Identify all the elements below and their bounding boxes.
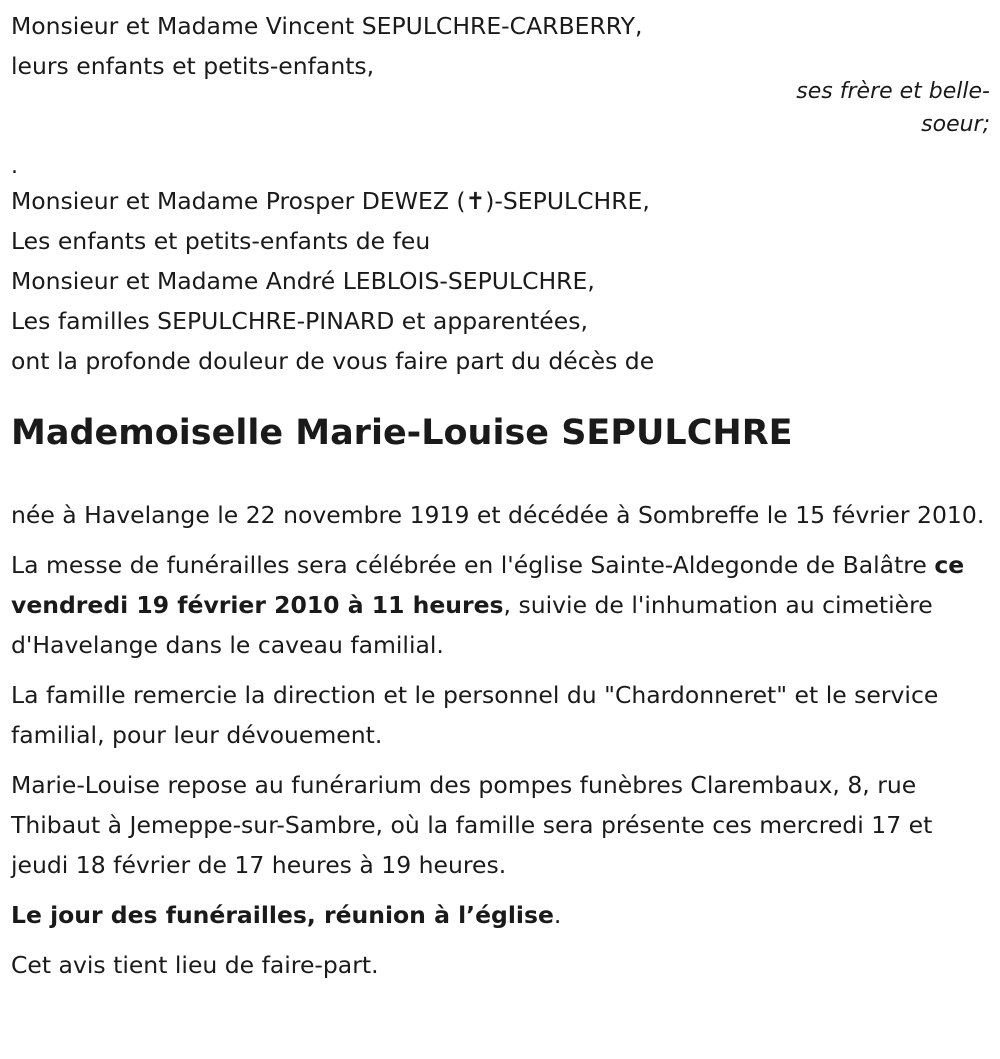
funeral-paragraph [11,545,991,665]
meeting-text: Le jour des funérailles, réunion à l’église [11,901,554,929]
family-line-1: Monsieur et Madame Vincent SEPULCHRE-CARBERRY, [11,12,643,40]
notice-paragraph: Cet avis tient lieu de faire-part. [11,951,379,979]
funeral-text-before: La messe de funérailles sera célébrée en l'église Sainte-Aldegonde de Balâtre [11,551,935,579]
family-line-6: Les familles SEPULCHRE-PINARD et apparentées, [11,307,588,335]
visitation-paragraph: Marie-Louise repose au funérarium des pompes funèbres Clarembaux, 8, rue Thibaut à Jemeppe-sur-Sambre, où la famille sera présente ces mercredi 17 et jeudi 18 février de 17 heures à 19 heures. [11,771,933,879]
birth-death-paragraph: née à Havelange le 22 novembre 1919 et décédée à Sombreffe le 15 février 2010. [11,501,985,529]
obituary-notice [11,0,991,995]
siblings-line-1: ses frère et belle- [796,79,990,104]
siblings-line-2: soeur; [921,112,990,137]
funeral-date: ce vendredi 19 février 2010 à 11 heures [11,551,965,619]
deceased-name: Mademoiselle Marie-Louise SEPULCHRE [11,413,793,453]
separator-dot: . [11,154,18,179]
family-line-5: Monsieur et Madame André LEBLOIS-SEPULCHRE, [11,267,595,295]
thanks-paragraph: La famille remercie la direction et le personnel du "Chardonneret" et le service familial, pour leur dévouement. [11,681,939,749]
family-line-4: Les enfants et petits-enfants de feu [11,227,431,255]
family-line-3: Monsieur et Madame Prosper DEWEZ (✝)-SEPULCHRE, [11,187,650,215]
family-line-2: leurs enfants et petits-enfants, [11,52,375,80]
funeral-text-after: , suivie de l'inhumation au cimetière d'Havelange dans le caveau familial. [11,591,933,659]
meeting-paragraph [11,895,991,935]
family-line-7: ont la profonde douleur de vous faire part du décès de [11,347,655,375]
meeting-punct: . [553,901,562,929]
